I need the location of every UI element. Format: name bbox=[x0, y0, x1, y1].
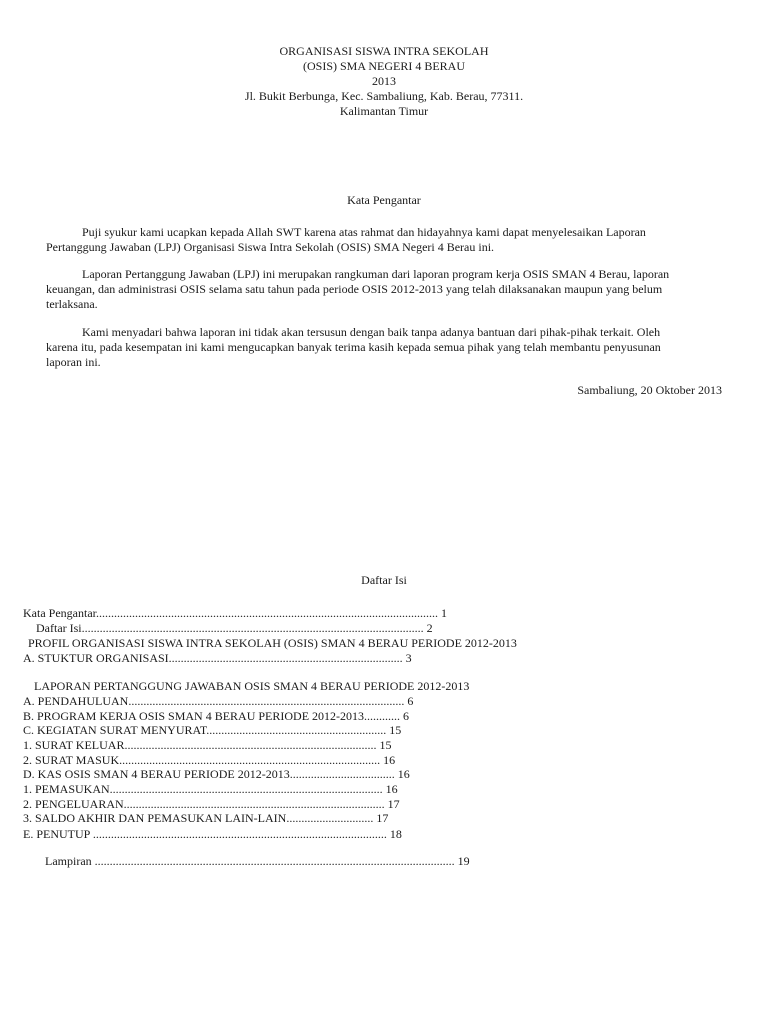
header-address: Jl. Bukit Berbunga, Kec. Sambaliung, Kab. Berau, 77311. bbox=[244, 89, 524, 103]
toc-section-laporan: LAPORAN PERTANGGUNG JAWABAN OSIS SMAN 4 BERAU PERIODE 2012-2013 bbox=[34, 679, 470, 693]
toc-entry-surat-keluar: 1. SURAT KELUAR.................................................................................... 15 bbox=[23, 738, 392, 752]
foreword-p1-line2: Pertanggung Jawaban (LPJ) Organisasi Siswa Intra Sekolah (OSIS) SMA Negeri 4 Berau ini. bbox=[46, 240, 495, 254]
toc-entry-daftar-isi: Daftar Isi.................................................................................................................. 2 bbox=[36, 621, 433, 635]
toc-entry-program-kerja: B. PROGRAM KERJA OSIS SMAN 4 BERAU PERIODE 2012-2013............ 6 bbox=[23, 709, 410, 723]
foreword-title: Kata Pengantar bbox=[347, 193, 421, 207]
foreword-p3-line2: karena itu, pada kesempatan ini kami mengucapkan banyak terima kasih kepada semua pihak yang telah membantu penyusunan bbox=[46, 340, 661, 354]
foreword-paragraph-2 bbox=[46, 267, 722, 312]
foreword-p3-line3: laporan ini. bbox=[46, 355, 101, 369]
toc-entry-surat-menyurat: C. KEGIATAN SURAT MENYURAT............................................................ 15 bbox=[23, 723, 402, 737]
foreword-p1-line1: Puji syukur kami ucapkan kepada Allah SWT karena atas rahmat dan hidayahnya kami dapat menyelesaikan Laporan bbox=[82, 225, 646, 239]
document-header bbox=[0, 44, 768, 119]
toc-entry-saldo-akhir: 3. SALDO AKHIR DAN PEMASUKAN LAIN-LAIN............................. 17 bbox=[23, 811, 389, 825]
foreword-paragraph-1 bbox=[46, 225, 722, 255]
foreword-p2-line2: keuangan, dan administrasi OSIS selama satu tahun pada periode OSIS 2012-2013 yang telah dilaksanakan maupun yang belum bbox=[46, 282, 663, 296]
toc-entry-surat-masuk: 2. SURAT MASUK....................................................................................... 16 bbox=[23, 753, 396, 767]
toc-entry-kata-pengantar: Kata Pengantar.................................................................................................................. 1 bbox=[23, 606, 447, 620]
header-school-name: (OSIS) SMA NEGERI 4 BERAU bbox=[302, 59, 465, 73]
toc-entry-kas-osis: D. KAS OSIS SMAN 4 BERAU PERIODE 2012-2013................................... 16 bbox=[23, 767, 410, 781]
header-province: Kalimantan Timur bbox=[339, 104, 429, 118]
toc-section-profil: PROFIL ORGANISASI SISWA INTRA SEKOLAH (OSIS) SMAN 4 BERAU PERIODE 2012-2013 bbox=[28, 636, 517, 650]
header-org-name: ORGANISASI SISWA INTRA SEKOLAH bbox=[279, 44, 489, 58]
foreword-p3-line1: Kami menyadari bahwa laporan ini tidak akan tersusun dengan baik tanpa adanya bantuan dari pihak-pihak terkait. Oleh bbox=[82, 325, 661, 339]
foreword-signoff: Sambaliung, 20 Oktober 2013 bbox=[577, 383, 722, 397]
toc-entry-pendahuluan: A. PENDAHULUAN............................................................................................ 6 bbox=[23, 694, 414, 708]
toc-entry-lampiran: Lampiran ........................................................................................................................ 19 bbox=[45, 854, 470, 868]
toc-entry-pemasukan: 1. PEMASUKAN........................................................................................... 16 bbox=[23, 782, 398, 796]
foreword-p2-line1: Laporan Pertanggung Jawaban (LPJ) ini merupakan rangkuman dari laporan program kerja OSIS SMAN 4 Berau, laporan bbox=[82, 267, 670, 281]
toc-entry-struktur: A. STUKTUR ORGANISASI.............................................................................. 3 bbox=[23, 651, 412, 665]
toc-entry-penutup: E. PENUTUP .................................................................................................. 18 bbox=[23, 827, 402, 841]
foreword-paragraph-3 bbox=[46, 325, 722, 370]
header-year: 2013 bbox=[372, 74, 396, 88]
toc-entry-pengeluaran: 2. PENGELUARAN....................................................................................... 17 bbox=[23, 797, 400, 811]
foreword-p2-line3: terlaksana. bbox=[46, 297, 98, 311]
toc-title: Daftar Isi bbox=[361, 573, 407, 587]
